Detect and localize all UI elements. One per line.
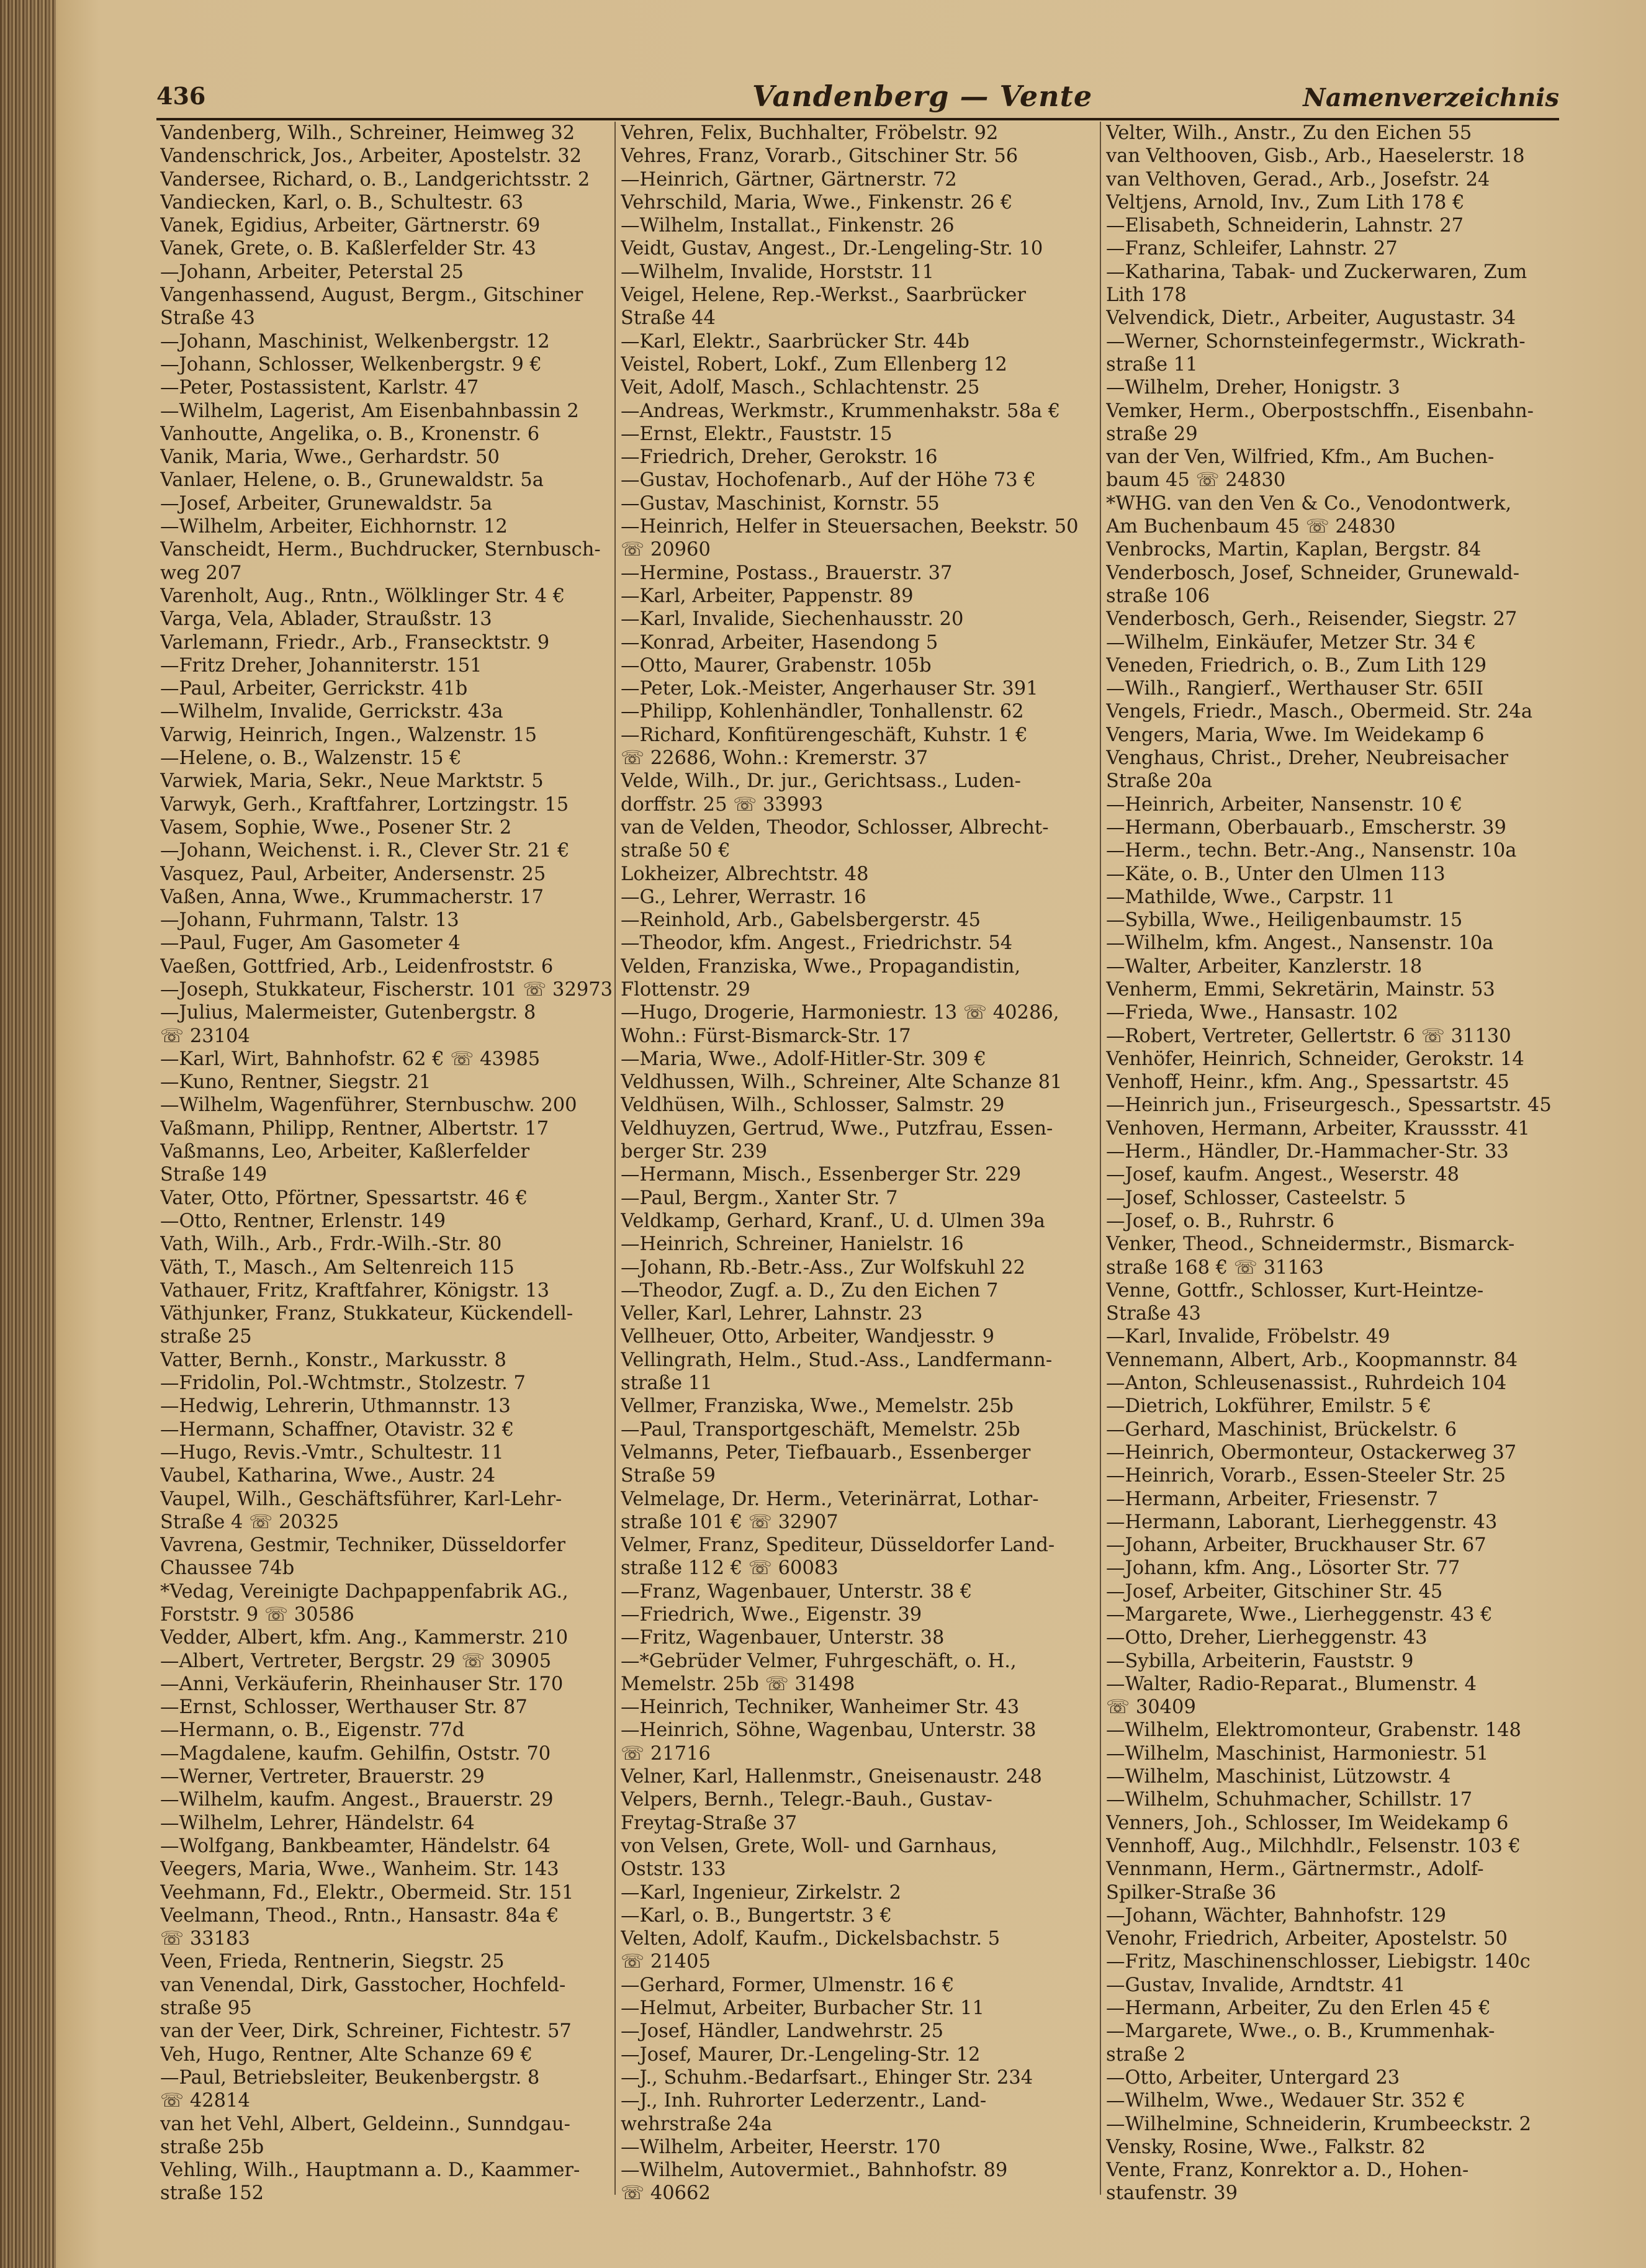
directory-entry: Velmer, Franz, Spediteur, Düsseldorfer Land-: [621, 1534, 1055, 1557]
directory-entry: Straße 4 ☏ 20325: [160, 1511, 339, 1533]
directory-entry: —Johann, Rb.-Betr.-Ass., Zur Wolfskuhl 22: [621, 1256, 1025, 1279]
directory-entry: —Johann, Schlosser, Welkenbergstr. 9 €: [160, 353, 542, 376]
directory-entry: —Otto, Dreher, Lierheggenstr. 43: [1106, 1627, 1428, 1649]
directory-entry: Veen, Frieda, Rentnerin, Siegstr. 25: [160, 1951, 505, 1973]
directory-entry: Vaßmanns, Leo, Arbeiter, Kaßlerfelder: [160, 1141, 530, 1163]
directory-entry: Vennhoff, Aug., Milchhdlr., Felsenstr. 103 €: [1106, 1835, 1521, 1857]
directory-entry: Straße 43: [160, 307, 255, 330]
directory-entry: —Heinrich, Söhne, Wagenbau, Unterstr. 38: [621, 1719, 1037, 1742]
directory-entry: —Walter, Arbeiter, Kanzlerstr. 18: [1106, 955, 1423, 978]
directory-entry: van der Veer, Dirk, Schreiner, Fichtestr. 57: [160, 2020, 572, 2043]
directory-entry: —Wilhelm, Dreher, Honigstr. 3: [1106, 377, 1400, 399]
directory-entry: Veller, Karl, Lehrer, Lahnstr. 23: [621, 1303, 923, 1325]
directory-entry: straße 95: [160, 1997, 252, 2020]
directory-entry: —Ernst, Elektr., Fauststr. 15: [621, 423, 893, 445]
directory-entry: Chaussee 74b: [160, 1557, 295, 1580]
directory-entry: Lith 178: [1106, 284, 1187, 307]
directory-entry: Velvendick, Dietr., Arbeiter, Augustastr. 34: [1106, 307, 1516, 330]
directory-entry: —Johann, Weichenst. i. R., Clever Str. 21 €: [160, 840, 570, 862]
directory-entry: —Wilhelm, Lehrer, Händelstr. 64: [160, 1812, 475, 1834]
directory-entry: —Karl, Wirt, Bahnhofstr. 62 € ☏ 43985: [160, 1048, 541, 1070]
directory-entry: Veltjens, Arnold, Inv., Zum Lith 178 €: [1106, 191, 1465, 214]
directory-entry: —Karl, o. B., Bungertstr. 3 €: [621, 1904, 893, 1927]
directory-entry: Vellheuer, Otto, Arbeiter, Wandjesstr. 9: [621, 1326, 995, 1348]
directory-entry: straße 2: [1106, 2043, 1186, 2066]
directory-entry: Velmanns, Peter, Tiefbauarb., Essenberger: [621, 1441, 1031, 1464]
directory-entry: —Wilhelm, Schuhmacher, Schillstr. 17: [1106, 1789, 1473, 1811]
directory-entry: Venderbosch, Josef, Schneider, Grunewald-: [1106, 562, 1520, 584]
directory-entry: —Fridolin, Pol.-Wchtmstr., Stolzestr. 7: [160, 1372, 526, 1395]
directory-entry: —Theodor, Zugf. a. D., Zu den Eichen 7: [621, 1279, 999, 1302]
directory-entry: Vanik, Maria, Wwe., Gerhardstr. 50: [160, 446, 500, 469]
directory-entry: —Hermann, Arbeiter, Friesenstr. 7: [1106, 1488, 1439, 1510]
column-divider: [1100, 122, 1101, 2195]
directory-entry: Venherm, Emmi, Sekretärin, Mainstr. 53: [1106, 978, 1495, 1001]
directory-entry: Venhoff, Heinr., kfm. Ang., Spessartstr. 45: [1106, 1071, 1509, 1094]
header-rule: [156, 118, 1559, 120]
directory-entry: —Heinrich, Schreiner, Hanielstr. 16: [621, 1233, 964, 1256]
directory-entry: —Wilhelm, Arbeiter, Eichhornstr. 12: [160, 516, 508, 538]
directory-entry: —Sybilla, Wwe., Heiligenbaumstr. 15: [1106, 909, 1463, 932]
directory-entry: —Wilhelm, Maschinist, Harmoniestr. 51: [1106, 1742, 1489, 1765]
directory-entry: Velner, Karl, Hallenmstr., Gneisenaustr. 248: [621, 1766, 1042, 1788]
directory-entry: ☏ 23104: [160, 1025, 250, 1047]
directory-entry: Vangenhassend, August, Bergm., Gitschiner: [160, 284, 583, 307]
directory-entry: ☏ 42814: [160, 2090, 250, 2112]
directory-entry: —Johann, kfm. Ang., Lösorter Str. 77: [1106, 1557, 1460, 1580]
directory-entry: —Heinrich, Techniker, Wanheimer Str. 43: [621, 1696, 1020, 1719]
page-header: [156, 73, 1559, 123]
directory-entry: straße 106: [1106, 585, 1210, 607]
directory-entry: berger Str. 239: [621, 1141, 767, 1163]
directory-entry: ☏ 40662: [621, 2182, 711, 2205]
directory-entry: —Wilhelm, Installat., Finkenstr. 26: [621, 215, 955, 237]
directory-entry: —Hugo, Drogerie, Harmoniestr. 13 ☏ 40286,: [621, 1002, 1059, 1024]
column-1: [160, 122, 619, 2205]
directory-entry: —Josef, o. B., Ruhrstr. 6: [1106, 1210, 1334, 1232]
directory-entry: —Wilhelmine, Schneiderin, Krumbeeckstr. 2: [1106, 2113, 1532, 2135]
directory-entry: Varga, Vela, Ablader, Straußstr. 13: [160, 608, 492, 631]
directory-entry: Venderbosch, Gerh., Reisender, Siegstr. 27: [1106, 608, 1518, 631]
directory-entry: Vanek, Grete, o. B. Kaßlerfelder Str. 43: [160, 238, 536, 260]
directory-entry: dorffstr. 25 ☏ 33993: [621, 793, 824, 816]
directory-entry: —Otto, Rentner, Erlenstr. 149: [160, 1210, 446, 1232]
directory-entry: —Karl, Invalide, Fröbelstr. 49: [1106, 1326, 1390, 1348]
directory-entry: —Helmut, Arbeiter, Burbacher Str. 11: [621, 1997, 984, 2020]
page-title: Vandenberg — Vente: [752, 79, 1093, 113]
directory-entry: Vandenschrick, Jos., Arbeiter, Apostelstr. 32: [160, 145, 582, 168]
directory-entry: —Fritz, Wagenbauer, Unterstr. 38: [621, 1627, 945, 1649]
directory-entry: straße 101 € ☏ 32907: [621, 1511, 839, 1533]
directory-entry: Spilker-Straße 36: [1106, 1881, 1277, 1904]
directory-entry: —Theodor, kfm. Angest., Friedrichstr. 54: [621, 932, 1013, 955]
directory-entry: Vandiecken, Karl, o. B., Schultestr. 63: [160, 191, 524, 214]
directory-entry: straße 11: [1106, 353, 1198, 376]
directory-entry: —Paul, Betriebsleiter, Beukenbergstr. 8: [160, 2066, 540, 2089]
directory-entry: Velde, Wilh., Dr. jur., Gerichtsass., Luden-: [621, 770, 1021, 793]
directory-entry: —Werner, Schornsteinfegermstr., Wickrath-: [1106, 330, 1526, 353]
directory-entry: Veldhüsen, Wilh., Schlosser, Salmstr. 29: [621, 1094, 1005, 1117]
directory-entry: —Helene, o. B., Walzenstr. 15 €: [160, 747, 462, 770]
directory-entry: Venghaus, Christ., Dreher, Neubreisacher: [1106, 747, 1509, 770]
directory-entry: —Wilhelm, Autovermiet., Bahnhofstr. 89: [621, 2159, 1008, 2182]
directory-entry: Veigel, Helene, Rep.-Werkst., Saarbrücker: [621, 284, 1026, 307]
directory-entry: straße 11: [621, 1372, 713, 1395]
directory-entry: —Anni, Verkäuferin, Rheinhauser Str. 170: [160, 1673, 564, 1695]
directory-entry: —Wilhelm, kfm. Angest., Nansenstr. 10a: [1106, 932, 1494, 955]
directory-entry: —Karl, Invalide, Siechenhausstr. 20: [621, 608, 964, 631]
directory-entry: —Johann, Maschinist, Welkenbergstr. 12: [160, 330, 550, 353]
directory-entry: —Katharina, Tabak- und Zuckerwaren, Zum: [1106, 261, 1527, 283]
directory-entry: —Josef, Schlosser, Casteelstr. 5: [1106, 1187, 1406, 1209]
directory-entry: —Josef, kaufm. Angest., Weserstr. 48: [1106, 1164, 1460, 1186]
directory-entry: —Peter, Lok.-Meister, Angerhauser Str. 391: [621, 678, 1038, 700]
directory-entry: —Wilhelm, Maschinist, Lützowstr. 4: [1106, 1766, 1451, 1788]
directory-entry: —Fritz, Maschinenschlosser, Liebigstr. 140c: [1106, 1951, 1531, 1973]
directory-entry: Venners, Joh., Schlosser, Im Weidekamp 6: [1106, 1812, 1509, 1834]
directory-entry: Straße 44: [621, 307, 716, 330]
directory-entry: —Herm., Händler, Dr.-Hammacher-Str. 33: [1106, 1141, 1509, 1163]
directory-entry: straße 25b: [160, 2136, 264, 2158]
directory-entry: —Wilhelm, Einkäufer, Metzer Str. 34 €: [1106, 631, 1477, 654]
directory-entry: Vatter, Bernh., Konstr., Markusstr. 8: [160, 1349, 506, 1371]
directory-entry: —Josef, Maurer, Dr.-Lengeling-Str. 12: [621, 2043, 981, 2066]
directory-entry: ☏ 20960: [621, 539, 711, 561]
directory-entry: —Reinhold, Arb., Gabelsbergerstr. 45: [621, 909, 981, 932]
directory-entry: Vengels, Friedr., Masch., Obermeid. Str. 24a: [1106, 701, 1533, 723]
directory-entry: Veneden, Friedrich, o. B., Zum Lith 129: [1106, 654, 1487, 677]
directory-entry: Wohn.: Fürst-Bismarck-Str. 17: [621, 1025, 911, 1047]
directory-entry: van het Vehl, Albert, Geldeinn., Sunndgau-: [160, 2113, 570, 2135]
directory-entry: —Friedrich, Dreher, Gerokstr. 16: [621, 446, 938, 469]
directory-entry: Vengers, Maria, Wwe. Im Weidekamp 6: [1106, 724, 1485, 746]
directory-entry: —Franz, Wagenbauer, Unterstr. 38 €: [621, 1580, 973, 1603]
directory-entry: —Johann, Fuhrmann, Talstr. 13: [160, 909, 459, 932]
directory-entry: —Konrad, Arbeiter, Hasendong 5: [621, 631, 938, 654]
directory-entry: —Karl, Ingenieur, Zirkelstr. 2: [621, 1881, 901, 1904]
directory-entry: Vasem, Sophie, Wwe., Posener Str. 2: [160, 816, 512, 839]
directory-entry: Velden, Franziska, Wwe., Propagandistin,: [621, 955, 1021, 978]
directory-entry: Veelmann, Theod., Rntn., Hansastr. 84a €: [160, 1904, 559, 1927]
directory-entry: Memelstr. 25b ☏ 31498: [621, 1673, 855, 1695]
directory-entry: —Wilhelm, Wagenführer, Sternbuschw. 200: [160, 1094, 577, 1117]
directory-entry: Vanek, Egidius, Arbeiter, Gärtnerstr. 69: [160, 215, 541, 237]
directory-entry: —Josef, Arbeiter, Gitschiner Str. 45: [1106, 1580, 1443, 1603]
directory-entry: Vaupel, Wilh., Geschäftsführer, Karl-Lehr-: [160, 1488, 562, 1510]
directory-entry: Varenholt, Aug., Rntn., Wölklinger Str. 4 €: [160, 585, 565, 607]
directory-entry: Velter, Wilh., Anstr., Zu den Eichen 55: [1106, 122, 1472, 144]
directory-entry: Velpers, Bernh., Telegr.-Bauh., Gustav-: [621, 1789, 992, 1811]
directory-entry: van de Velden, Theodor, Schlosser, Albrecht-: [621, 816, 1049, 839]
directory-entry: straße 25: [160, 1326, 252, 1348]
directory-entry: Forststr. 9 ☏ 30586: [160, 1604, 354, 1626]
directory-entry: ☏ 21716: [621, 1742, 711, 1765]
directory-entry: —Joseph, Stukkateur, Fischerstr. 101 ☏ 32973: [160, 978, 613, 1001]
column-2: [621, 122, 1080, 2205]
directory-entry: —Albert, Vertreter, Bergstr. 29 ☏ 30905: [160, 1650, 552, 1672]
directory-entry: —Julius, Malermeister, Gutenbergstr. 8: [160, 1002, 536, 1024]
directory-entry: Vathauer, Fritz, Kraftfahrer, Königstr. 13: [160, 1279, 550, 1302]
directory-entry: Straße 149: [160, 1164, 268, 1186]
directory-entry: —J., Inh. Ruhrorter Lederzentr., Land-: [621, 2090, 987, 2112]
directory-entry: Väth, T., Masch., Am Seltenreich 115: [160, 1256, 515, 1279]
directory-entry: Veidt, Gustav, Angest., Dr.-Lengeling-Str. 10: [621, 238, 1043, 260]
directory-entry: Vater, Otto, Pförtner, Spessartstr. 46 €: [160, 1187, 528, 1209]
directory-entry: —Wilhelm, Wwe., Wedauer Str. 352 €: [1106, 2090, 1465, 2112]
directory-entry: —Hermann, Misch., Essenberger Str. 229: [621, 1164, 1022, 1186]
directory-entry: —Frieda, Wwe., Hansastr. 102: [1106, 1002, 1398, 1024]
directory-entry: Vaßen, Anna, Wwe., Krummacherstr. 17: [160, 886, 544, 908]
directory-entry: Väthjunker, Franz, Stukkateur, Kückendell-: [160, 1303, 573, 1325]
directory-entry: straße 152: [160, 2182, 264, 2205]
directory-entry: Vaßmann, Philipp, Rentner, Albertstr. 17: [160, 1117, 549, 1140]
directory-entry: Am Buchenbaum 45 ☏ 24830: [1106, 516, 1396, 538]
directory-entry: ☏ 21405: [621, 1951, 711, 1973]
directory-entry: Vehling, Wilh., Hauptmann a. D., Kaammer-: [160, 2159, 580, 2182]
directory-entry: —Maria, Wwe., Adolf-Hitler-Str. 309 €: [621, 1048, 986, 1070]
directory-entry: —*Gebrüder Velmer, Fuhrgeschäft, o. H.,: [621, 1650, 1017, 1672]
directory-entry: Venhöfer, Heinrich, Schneider, Gerokstr. 14: [1106, 1048, 1524, 1070]
directory-entry: —Gustav, Hochofenarb., Auf der Höhe 73 €: [621, 469, 1036, 492]
directory-entry: —Elisabeth, Schneiderin, Lahnstr. 27: [1106, 215, 1464, 237]
directory-entry: Venohr, Friedrich, Arbeiter, Apostelstr. 50: [1106, 1928, 1508, 1950]
directory-entry: von Velsen, Grete, Woll- und Garnhaus,: [621, 1835, 997, 1857]
directory-entry: van Velthooven, Gisb., Arb., Haeselerstr. 18: [1106, 145, 1525, 168]
directory-entry: —Gustav, Maschinist, Kornstr. 55: [621, 492, 940, 515]
directory-entry: —Ernst, Schlosser, Werthauser Str. 87: [160, 1696, 528, 1719]
directory-entry: Vandersee, Richard, o. B., Landgerichtsstr. 2: [160, 168, 590, 191]
directory-entry: Veegers, Maria, Wwe., Wanheim. Str. 143: [160, 1858, 559, 1881]
directory-entry: ☏ 30409: [1106, 1696, 1196, 1719]
directory-entry: —Gerhard, Former, Ulmenstr. 16 €: [621, 1974, 955, 1996]
directory-entry: —Hermann, Schaffner, Otavistr. 32 €: [160, 1418, 515, 1441]
directory-entry: Veldkamp, Gerhard, Kranf., U. d. Ulmen 39a: [621, 1210, 1045, 1232]
directory-entry: Vellmer, Franziska, Wwe., Memelstr. 25b: [621, 1395, 1014, 1418]
directory-entry: —Paul, Fuger, Am Gasometer 4: [160, 932, 461, 955]
column-3: [1106, 122, 1565, 2205]
directory-entry: Vandenberg, Wilh., Schreiner, Heimweg 32: [160, 122, 575, 144]
directory-entry: Veldhuyzen, Gertrud, Wwe., Putzfrau, Essen-: [621, 1117, 1053, 1140]
directory-entry: straße 50 €: [621, 840, 731, 862]
directory-entry: Varwiek, Maria, Sekr., Neue Marktstr. 5: [160, 770, 544, 793]
directory-entry: —Fritz Dreher, Johanniterstr. 151: [160, 654, 482, 677]
directory-entry: wehrstraße 24a: [621, 2113, 773, 2135]
directory-entry: —Wilhelm, Invalide, Gerrickstr. 43a: [160, 701, 503, 723]
directory-entry: —Heinrich, Helfer in Steuersachen, Beekstr. 50: [621, 516, 1079, 538]
directory-entry: Veh, Hugo, Rentner, Alte Schanze 69 €: [160, 2043, 533, 2066]
directory-entry: Vemker, Herm., Oberpostschffn., Eisenbahn-: [1106, 400, 1534, 422]
directory-entry: —Margarete, Wwe., Lierheggenstr. 43 €: [1106, 1604, 1493, 1626]
directory-entry: —Josef, Händler, Landwehrstr. 25: [621, 2020, 944, 2043]
directory-entry: Vath, Wilh., Arb., Frdr.-Wilh.-Str. 80: [160, 1233, 502, 1256]
directory-entry: —Heinrich jun., Friseurgesch., Spessartstr. 45: [1106, 1094, 1552, 1117]
directory-entry: ☏ 33183: [160, 1928, 250, 1950]
directory-entry: —Peter, Postassistent, Karlstr. 47: [160, 377, 479, 399]
directory-entry: —Karl, Elektr., Saarbrücker Str. 44b: [621, 330, 969, 353]
directory-entry: —Hugo, Revis.-Vmtr., Schultestr. 11: [160, 1441, 504, 1464]
directory-entry: —Wolfgang, Bankbeamter, Händelstr. 64: [160, 1835, 551, 1857]
directory-entry: Oststr. 133: [621, 1858, 726, 1881]
directory-entry: —Otto, Arbeiter, Untergard 23: [1106, 2066, 1400, 2089]
directory-entry: Vanscheidt, Herm., Buchdrucker, Sternbusch-: [160, 539, 601, 561]
directory-entry: Vasquez, Paul, Arbeiter, Andersenstr. 25: [160, 863, 546, 885]
directory-entry: Venker, Theod., Schneidermstr., Bismarck-: [1106, 1233, 1515, 1256]
directory-entry: —Käte, o. B., Unter den Ulmen 113: [1106, 863, 1446, 885]
directory-entry: —Wilhelm, Elektromonteur, Grabenstr. 148: [1106, 1719, 1521, 1742]
directory-entry: Vaubel, Katharina, Wwe., Austr. 24: [160, 1465, 495, 1487]
directory-entry: Veehmann, Fd., Elektr., Obermeid. Str. 151: [160, 1881, 574, 1904]
directory-entry: staufenstr. 39: [1106, 2182, 1238, 2205]
directory-entry: Vehren, Felix, Buchhalter, Fröbelstr. 92: [621, 122, 999, 144]
directory-entry: —Gerhard, Maschinist, Brückelstr. 6: [1106, 1418, 1457, 1441]
directory-entry: baum 45 ☏ 24830: [1106, 469, 1286, 492]
directory-entry: Veit, Adolf, Masch., Schlachtenstr. 25: [621, 377, 980, 399]
directory-entry: Varlemann, Friedr., Arb., Fransecktstr. 9: [160, 631, 550, 654]
directory-entry: ☏ 22686, Wohn.: Kremerstr. 37: [621, 747, 929, 770]
directory-entry: —Heinrich, Gärtner, Gärtnerstr. 72: [621, 168, 957, 191]
directory-entry: —Johann, Wächter, Bahnhofstr. 129: [1106, 1904, 1447, 1927]
directory-entry: Vanlaer, Helene, o. B., Grunewaldstr. 5a: [160, 469, 544, 492]
directory-entry: straße 168 € ☏ 31163: [1106, 1256, 1324, 1279]
directory-entry: Venbrocks, Martin, Kaplan, Bergstr. 84: [1106, 539, 1482, 561]
directory-entry: Vennemann, Albert, Arb., Koopmannstr. 84: [1106, 1349, 1518, 1371]
directory-entry: Vennmann, Herm., Gärtnermstr., Adolf-: [1106, 1858, 1484, 1881]
book-spine-edge: [0, 0, 56, 2268]
directory-entry: Veistel, Robert, Lokf., Zum Ellenberg 12: [621, 353, 1007, 376]
directory-entry: —Heinrich, Vorarb., Essen-Steeler Str. 25: [1106, 1465, 1506, 1487]
directory-entry: —Wilhelm, Arbeiter, Heerstr. 170: [621, 2136, 941, 2158]
directory-entry: —Richard, Konfitürengeschäft, Kuhstr. 1 €: [621, 724, 1028, 746]
directory-entry: —Margarete, Wwe., o. B., Krummenhak-: [1106, 2020, 1495, 2043]
directory-entry: Varwig, Heinrich, Ingen., Walzenstr. 15: [160, 724, 537, 746]
directory-entry: Velten, Adolf, Kaufm., Dickelsbachstr. 5: [621, 1928, 1001, 1950]
directory-entry: van der Ven, Wilfried, Kfm., Am Buchen-: [1106, 446, 1495, 469]
directory-entry: Vehrschild, Maria, Wwe., Finkenstr. 26 €: [621, 191, 1013, 214]
directory-entry: —Friedrich, Wwe., Eigenstr. 39: [621, 1604, 922, 1626]
section-title: Namenverzeichnis: [1303, 83, 1559, 112]
directory-entry: Vedder, Albert, kfm. Ang., Kammerstr. 210: [160, 1627, 569, 1649]
directory-entry: —Hermann, Laborant, Lierheggenstr. 43: [1106, 1511, 1498, 1533]
directory-entry: —Wilhelm, kaufm. Angest., Brauerstr. 29: [160, 1789, 554, 1811]
directory-entry: —Philipp, Kohlenhändler, Tonhallenstr. 62: [621, 701, 1024, 723]
directory-entry: —Johann, Arbeiter, Peterstal 25: [160, 261, 464, 283]
directory-entry: —Hermann, o. B., Eigenstr. 77d: [160, 1719, 465, 1742]
directory-entry: Vavrena, Gestmir, Techniker, Düsseldorfer: [160, 1534, 565, 1557]
directory-entry: —Magdalene, kaufm. Gehilfin, Oststr. 70: [160, 1742, 551, 1765]
directory-entry: Velmelage, Dr. Herm., Veterinärrat, Lothar-: [621, 1488, 1039, 1510]
directory-entry: Varwyk, Gerh., Kraftfahrer, Lortzingstr. 15: [160, 793, 569, 816]
directory-entry: —G., Lehrer, Werrastr. 16: [621, 886, 866, 908]
directory-entry: Venne, Gottfr., Schlosser, Kurt-Heintze-: [1106, 1279, 1484, 1302]
directory-entry: Flottenstr. 29: [621, 978, 750, 1001]
directory-entry: —Herm., techn. Betr.-Ang., Nansenstr. 10a: [1106, 840, 1517, 862]
directory-entry: —Wilh., Rangierf., Werthauser Str. 65II: [1106, 678, 1484, 700]
directory-entry: straße 29: [1106, 423, 1198, 445]
directory-entry: —Paul, Transportgeschäft, Memelstr. 25b: [621, 1418, 1020, 1441]
directory-entry: Lokheizer, Albrechtstr. 48: [621, 863, 869, 885]
directory-entry: —Hedwig, Lehrerin, Uthmannstr. 13: [160, 1395, 511, 1418]
directory-entry: Vente, Franz, Konrektor a. D., Hohen-: [1106, 2159, 1469, 2182]
directory-entry: —Wilhelm, Invalide, Horststr. 11: [621, 261, 934, 283]
directory-entry: —Walter, Radio-Reparat., Blumenstr. 4: [1106, 1673, 1477, 1695]
directory-entry: —Andreas, Werkmstr., Krummenhakstr. 58a €: [621, 400, 1061, 422]
directory-entry: —Paul, Bergm., Xanter Str. 7: [621, 1187, 898, 1209]
directory-entry: —Kuno, Rentner, Siegstr. 21: [160, 1071, 431, 1094]
directory-entry: Straße 59: [621, 1465, 716, 1487]
directory-entry: Vensky, Rosine, Wwe., Falkstr. 82: [1106, 2136, 1426, 2158]
directory-entry: —Sybilla, Arbeiterin, Fauststr. 9: [1106, 1650, 1414, 1672]
directory-entry: —Karl, Arbeiter, Pappenstr. 89: [621, 585, 914, 607]
directory-entry: —Otto, Maurer, Grabenstr. 105b: [621, 654, 932, 677]
directory-entry: Vanhoutte, Angelika, o. B., Kronenstr. 6: [160, 423, 540, 445]
directory-entry: —Werner, Vertreter, Brauerstr. 29: [160, 1766, 485, 1788]
directory-entry: Veldhussen, Wilh., Schreiner, Alte Schanze 81: [621, 1071, 1063, 1094]
directory-entry: —Franz, Schleifer, Lahnstr. 27: [1106, 238, 1398, 260]
directory-entry: —Josef, Arbeiter, Grunewaldstr. 5a: [160, 492, 493, 515]
directory-entry: Vehres, Franz, Vorarb., Gitschiner Str. 56: [621, 145, 1019, 168]
directory-entry: straße 112 € ☏ 60083: [621, 1557, 839, 1580]
directory-entry: —Heinrich, Arbeiter, Nansenstr. 10 €: [1106, 793, 1463, 816]
directory-entry: —Paul, Arbeiter, Gerrickstr. 41b: [160, 678, 468, 700]
directory-entry: *WHG. van den Ven & Co., Venodontwerk,: [1106, 492, 1512, 515]
directory-entry: —Gustav, Invalide, Arndtstr. 41: [1106, 1974, 1406, 1996]
directory-entry: —Dietrich, Lokführer, Emilstr. 5 €: [1106, 1395, 1432, 1418]
directory-entry: —Anton, Schleusenassist., Ruhrdeich 104: [1106, 1372, 1507, 1395]
directory-entry: —Hermann, Oberbauarb., Emscherstr. 39: [1106, 816, 1506, 839]
directory-entry: Straße 20a: [1106, 770, 1213, 793]
directory-entry: Venhoven, Hermann, Arbeiter, Kraussstr. 41: [1106, 1117, 1530, 1140]
directory-entry: —Hermann, Arbeiter, Zu den Erlen 45 €: [1106, 1997, 1491, 2020]
directory-entry: Freytag-Straße 37: [621, 1812, 798, 1834]
directory-entry: —Hermine, Postass., Brauerstr. 37: [621, 562, 953, 584]
directory-entry: van Velthoven, Gerad., Arb., Josefstr. 24: [1106, 168, 1490, 191]
directory-entry: —J., Schuhm.-Bedarfsart., Ehinger Str. 234: [621, 2066, 1033, 2089]
page-number: 436: [156, 82, 206, 110]
directory-entry: Straße 43: [1106, 1303, 1201, 1325]
directory-entry: —Johann, Arbeiter, Bruckhauser Str. 67: [1106, 1534, 1486, 1557]
directory-entry: Vaeßen, Gottfried, Arb., Leidenfroststr. 6: [160, 955, 554, 978]
directory-entry: —Robert, Vertreter, Gellertstr. 6 ☏ 31130: [1106, 1025, 1511, 1047]
directory-entry: van Venendal, Dirk, Gasstocher, Hochfeld-: [160, 1974, 566, 1996]
directory-entry: *Vedag, Vereinigte Dachpappenfabrik AG.,: [160, 1580, 569, 1603]
directory-entry: —Wilhelm, Lagerist, Am Eisenbahnbassin 2: [160, 400, 579, 422]
directory-entry: —Mathilde, Wwe., Carpstr. 11: [1106, 886, 1395, 908]
directory-entry: weg 207: [160, 562, 242, 584]
directory-entry: —Heinrich, Obermonteur, Ostackerweg 37: [1106, 1441, 1517, 1464]
directory-entry: Vellingrath, Helm., Stud.-Ass., Landfermann-: [621, 1349, 1053, 1371]
